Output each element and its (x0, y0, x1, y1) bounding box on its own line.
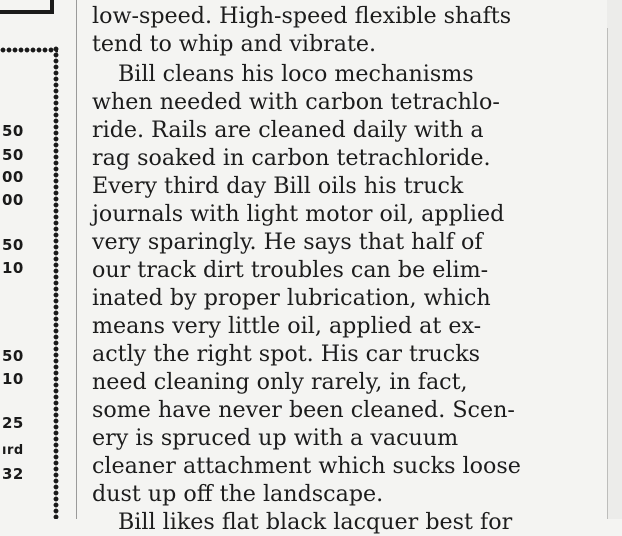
paragraph-start-line: Bill likes flat black lacquer best for (118, 509, 513, 535)
price-value: 50 (2, 347, 24, 365)
price-value: 50 (2, 236, 24, 254)
article-line: means very little oil, applied at ex- (92, 313, 482, 339)
article-line: very sparingly. He says that half of (92, 229, 483, 255)
article-line: need cleaning only rarely, in fact, (92, 369, 468, 395)
article-line: ride. Rails are cleaned daily with a (92, 117, 484, 143)
page-edge (607, 0, 622, 519)
price-value: 32 (2, 465, 24, 483)
price-label: ırd (2, 443, 24, 458)
price-value: 25 (2, 414, 24, 432)
article-line: ery is spruced up with a vacuum (92, 425, 459, 451)
dotted-border-top (0, 46, 58, 54)
article-line: cleaner attachment which sucks loose (92, 453, 521, 479)
article-line: Every third day Bill oils his truck (92, 173, 464, 199)
price-value: 50 (2, 146, 24, 164)
article-line: inated by proper lubrication, which (92, 285, 491, 311)
article-line: low-speed. High-speed flexible shafts (92, 3, 512, 29)
price-value: 50 (2, 122, 24, 140)
article-line: dust up off the landscape. (92, 481, 384, 507)
article-line: rag soaked in carbon tetrachloride. (92, 145, 491, 171)
column-divider (76, 0, 77, 519)
page-edge-rule (607, 28, 608, 519)
price-list-column (0, 0, 76, 519)
price-value: 00 (2, 168, 24, 186)
dotted-border-side (52, 46, 60, 519)
box-border-corner (0, 0, 54, 14)
price-value: 10 (2, 259, 24, 277)
price-value: 10 (2, 370, 24, 388)
article-line: journals with light motor oil, applied (92, 201, 505, 227)
price-value: 00 (2, 191, 24, 209)
article-line: our track dirt troubles can be elim- (92, 257, 489, 283)
article-line: tend to whip and vibrate. (92, 31, 377, 57)
article-line: actly the right spot. His car trucks (92, 341, 481, 367)
paragraph-start-line: Bill cleans his loco mechanisms (118, 61, 474, 87)
article-line: when needed with carbon tetrachlo- (92, 89, 500, 115)
article-line: some have never been cleaned. Scen- (92, 397, 515, 423)
